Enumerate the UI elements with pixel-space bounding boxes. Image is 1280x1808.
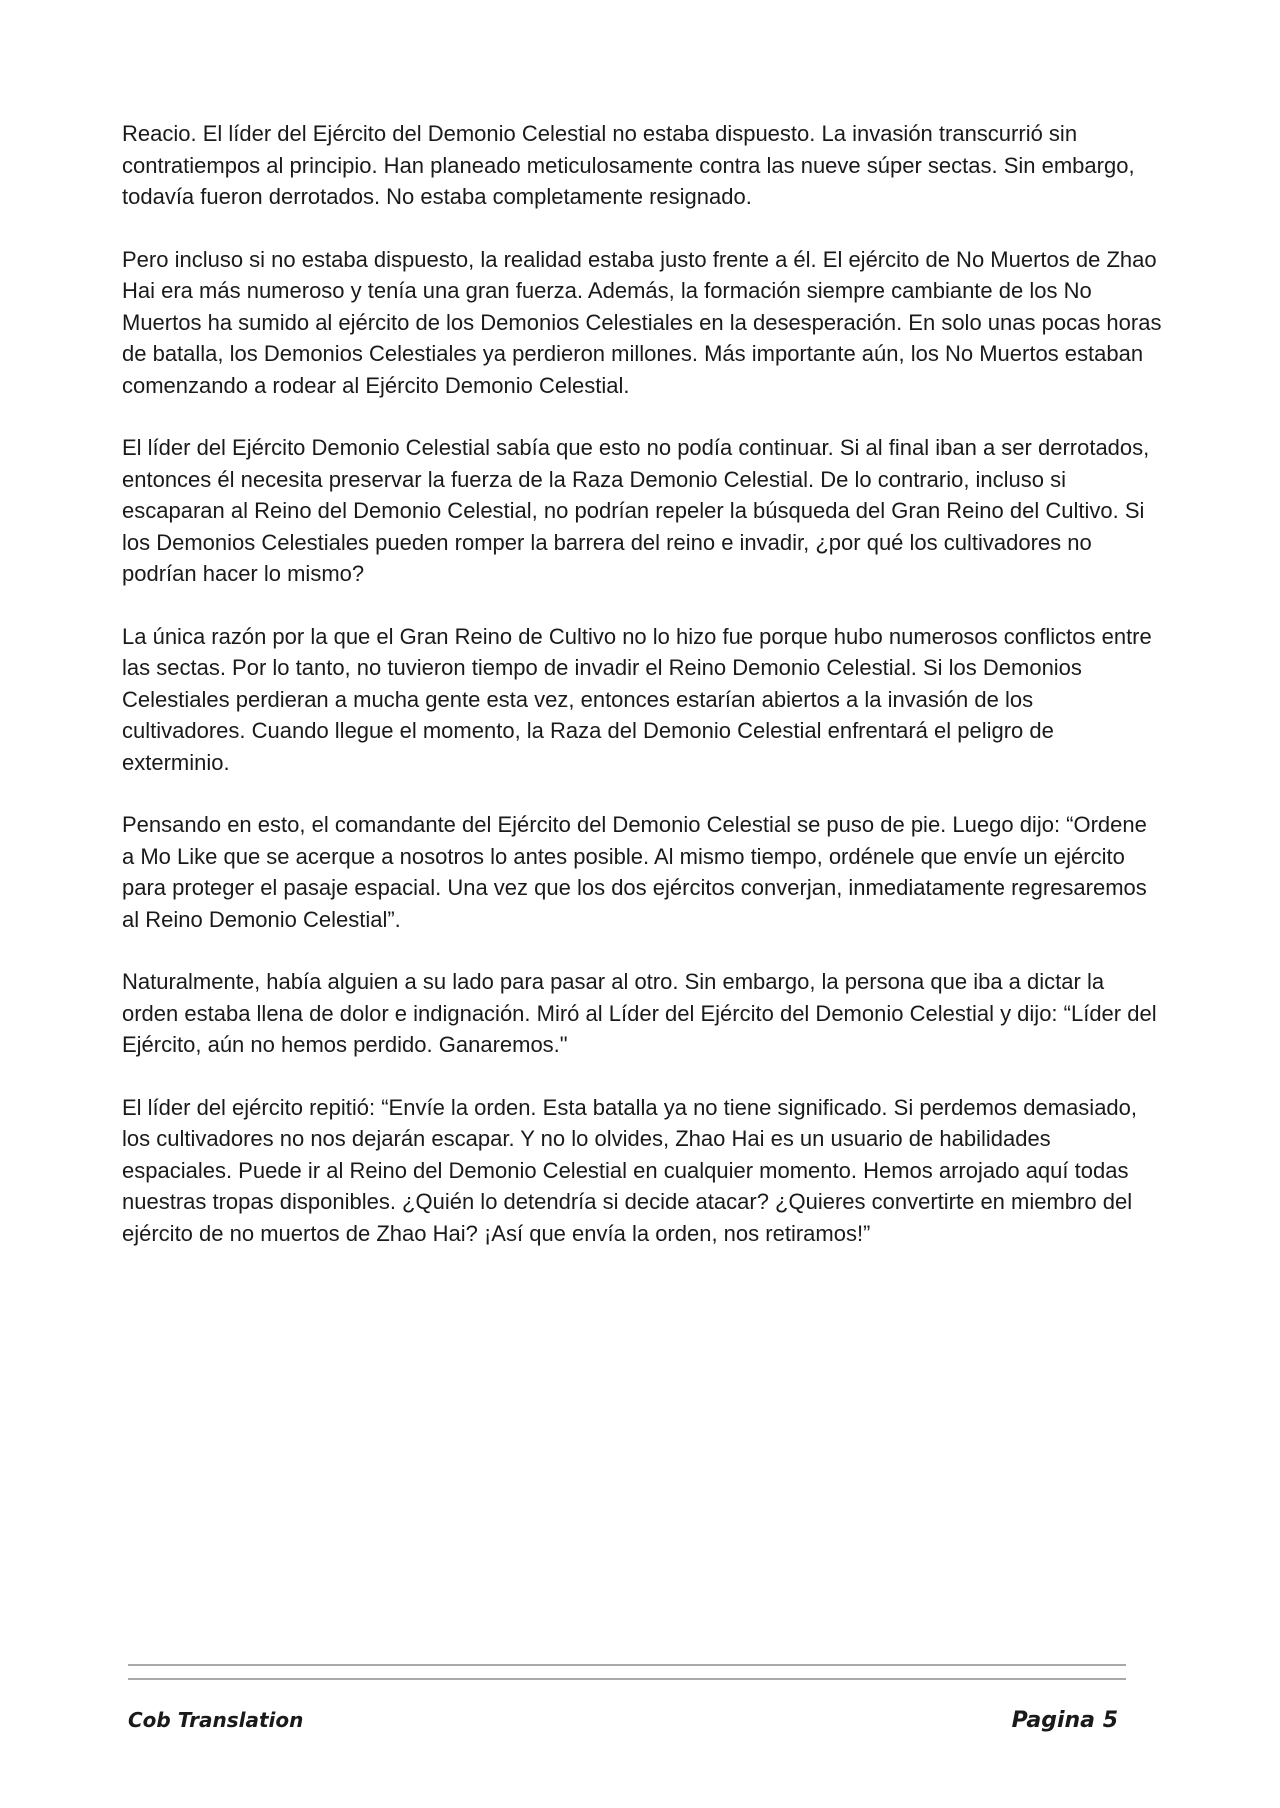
footer-divider-bottom — [128, 1678, 1126, 1680]
paragraph: Pero incluso si no estaba dispuesto, la realidad estaba justo frente a él. El ejército de No Muertos de Zhao Hai era más numeroso y tenía una gran fuerza. Además, la formación siempre cambiante de los No Muertos ha sumido al ejército de los Demonios Celestiales en la desesperación. En solo unas pocas horas de batalla, los Demonios Celestiales ya perdieron millones. Más importante aún, los No Muertos estaban comenzando a rodear al Ejército Demonio Celestial. — [122, 246, 1162, 398]
paragraph: El líder del Ejército Demonio Celestial sabía que esto no podía continuar. Si al final iban a ser derrotados, entonces él necesita preservar la fuerza de la Raza Demonio Celestial. De lo contrario, incluso si escaparan al Reino del Demonio Celestial, no podrían repeler la búsqueda del Gran Reino del Cultivo. Si los Demonios Celestiales pueden romper la barrera del reino e invadir, ¿por qué los cultivadores no podrían hacer lo mismo? — [122, 435, 1150, 586]
footer-translator-name: Cob Translation — [128, 1708, 304, 1732]
paragraph: El líder del ejército repitió: “Envíe la orden. Esta batalla ya no tiene significado. Si perdemos demasiado, los cultivadores no nos dejarán escapar. Y no lo olvides, Zhao Hai es un usuario de habilidades espaciales. Puede ir al Reino del Demonio Celestial en cualquier momento. Hemos arrojado aquí todas nuestras tropas disponibles. ¿Quién lo detendría si decide atacar? ¿Quieres convertirte en miembro del ejército de no muertos de Zhao Hai? ¡Así que envía la orden, nos retiramos!” — [122, 1094, 1138, 1246]
body-text — [122, 118, 1162, 1280]
footer-divider-top — [128, 1664, 1126, 1666]
paragraph: Pensando en esto, el comandante del Ejército del Demonio Celestial se puso de pie. Luego dijo: “Ordene a Mo Like que se acerque a nosotros lo antes posible. Al mismo tiempo, ordénele que envíe un ejército para proteger el pasaje espacial. Una vez que los dos ejércitos converjan, inmediatamente regresaremos al Reino Demonio Celestial”. — [122, 812, 1147, 932]
paragraph: La única razón por la que el Gran Reino de Cultivo no lo hizo fue porque hubo numerosos conflictos entre las sectas. Por lo tanto, no tuvieron tiempo de invadir el Reino Demonio Celestial. Si los Demonios Celestiales perdieran a mucha gente esta vez, entonces estarían abiertos a la invasión de los cultivadores. Cuando llegue el momento, la Raza del Demonio Celestial enfrentará el peligro de exterminio. — [122, 623, 1152, 775]
paragraph: Reacio. El líder del Ejército del Demonio Celestial no estaba dispuesto. La invasión transcurrió sin contratiempos al principio. Han planeado meticulosamente contra las nueve súper sectas. Sin embargo, todavía fueron derrotados. No estaba completamente resignado. — [122, 121, 1135, 209]
paragraph: Naturalmente, había alguien a su lado para pasar al otro. Sin embargo, la persona que iba a dictar la orden estaba llena de dolor e indignación. Miró al Líder del Ejército del Demonio Celestial y dijo: “Líder del Ejército, aún no hemos perdido. Ganaremos." — [122, 969, 1157, 1057]
footer-page-number: Pagina 5 — [1011, 1708, 1118, 1733]
